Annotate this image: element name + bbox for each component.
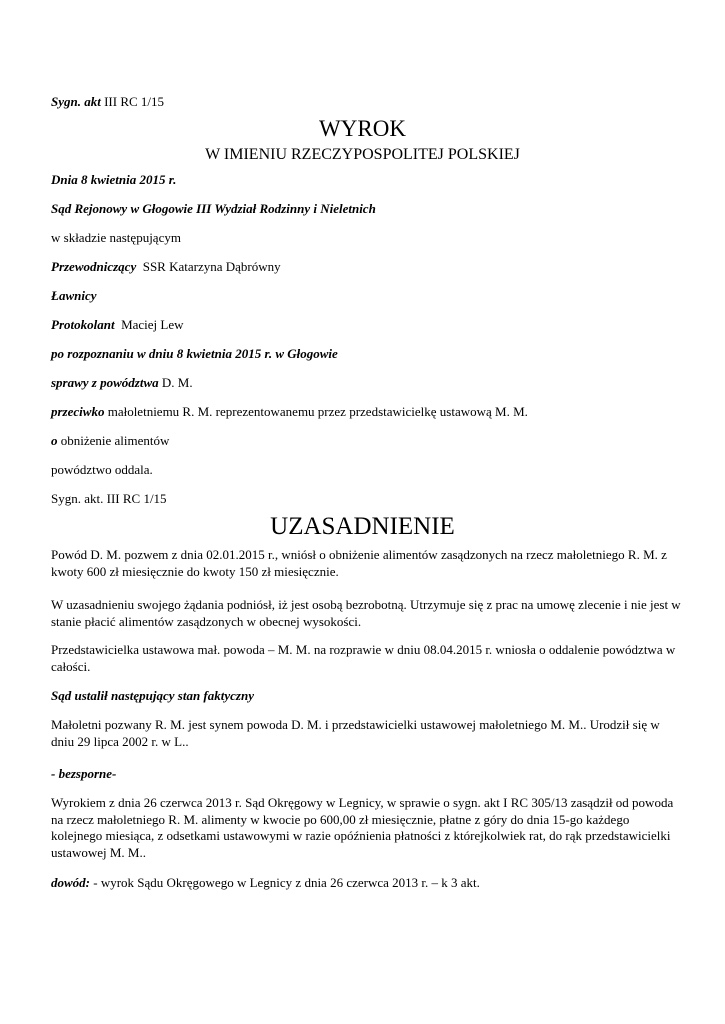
case-label: sprawy z powództwa	[51, 375, 159, 390]
evidence-line	[51, 875, 480, 891]
date-line: Dnia 8 kwietnia 2015 r.	[51, 172, 177, 187]
chair-label: Przewodniczący	[51, 259, 137, 274]
undisputed-note: - bezsporne-	[51, 766, 117, 781]
composition-line: w składzie następującym	[51, 230, 181, 245]
ruling-line: powództwo oddala.	[51, 462, 153, 477]
case-line	[51, 375, 193, 391]
paragraph: Powód D. M. pozwem z dnia 02.01.2015 r., wniósł o obniżenie alimentów zasądzonych na rzecz małoletniego R. M. z kwoty 600 zł miesięcznie do kwoty 150 zł miesięcznie.	[51, 547, 667, 579]
evidence-value: - wyrok Sądu Okręgowego w Legnicy z dnia 26 czerwca 2013 r. – k 3 akt.	[93, 875, 480, 890]
document-title: WYROK	[319, 116, 406, 141]
paragraph: W uzasadnieniu swojego żądania podniósł, iż jest osobą bezrobotną. Utrzymuje się z prac na umowę zlecenie i nie jest w stanie płacić alimentów zasądzonych w obecnej wysokości.	[51, 597, 681, 629]
clerk-line	[51, 317, 184, 333]
against-line	[51, 404, 528, 420]
case-signature	[51, 94, 164, 110]
signature-value: III RC 1/15	[104, 94, 165, 109]
judgment-paragraph: Wyrokiem z dnia 26 czerwca 2013 r. Sąd Okręgowy w Legnicy, w sprawie o sygn. akt I RC 305/13 zasądził od powoda na rzecz małoletniego R. M. alimenty w kwocie po 600,00 zł miesięcznie, płatne z góry do dnia 15-go każdego kolejnego miesiąca, z odsetkami ustawowymi w razie opóźnienia płatności z którejkolwiek rat, do rąk przedstawicielki ustawowej M. M..	[51, 795, 674, 860]
against-label: przeciwko	[51, 404, 105, 419]
court-name: Sąd Rejonowy w Głogowie III Wydział Rodzinny i Nieletnich	[51, 201, 376, 216]
clerk-value: Maciej Lew	[121, 317, 184, 332]
chair-line	[51, 259, 281, 275]
subject-line	[51, 433, 169, 449]
facts-heading: Sąd ustalił następujący stan faktyczny	[51, 688, 254, 703]
hearing-line: po rozpoznaniu w dniu 8 kwietnia 2015 r. w Głogowie	[51, 346, 338, 361]
clerk-label: Protokolant	[51, 317, 115, 332]
against-value: małoletniemu R. M. reprezentowanemu przez przedstawicielkę ustawową M. M.	[107, 404, 528, 419]
case-value: D. M.	[161, 375, 193, 390]
lay-judges-label: Ławnicy	[51, 288, 97, 303]
signature-repeat: Sygn. akt. III RC 1/15	[51, 491, 167, 506]
chair-value: SSR Katarzyna Dąbrówny	[142, 259, 281, 274]
subject-label: o	[51, 433, 58, 448]
document-subtitle: W IMIENIU RZECZYPOSPOLITEJ POLSKIEJ	[205, 146, 520, 163]
subject-value: obniżenie alimentów	[60, 433, 170, 448]
paragraph: Przedstawicielka ustawowa mał. powoda – M. M. na rozprawie w dniu 08.04.2015 r. wniosła o oddalenie powództwa w całości.	[51, 642, 676, 674]
signature-label: Sygn. akt	[51, 94, 101, 109]
facts-paragraph: Małoletni pozwany R. M. jest synem powoda D. M. i przedstawicielki ustawowej małoletniego M. M.. Urodził się w dniu 29 lipca 2002 r. w L..	[51, 717, 660, 749]
justification-title: UZASADNIENIE	[270, 513, 455, 540]
evidence-label: dowód:	[51, 875, 90, 890]
